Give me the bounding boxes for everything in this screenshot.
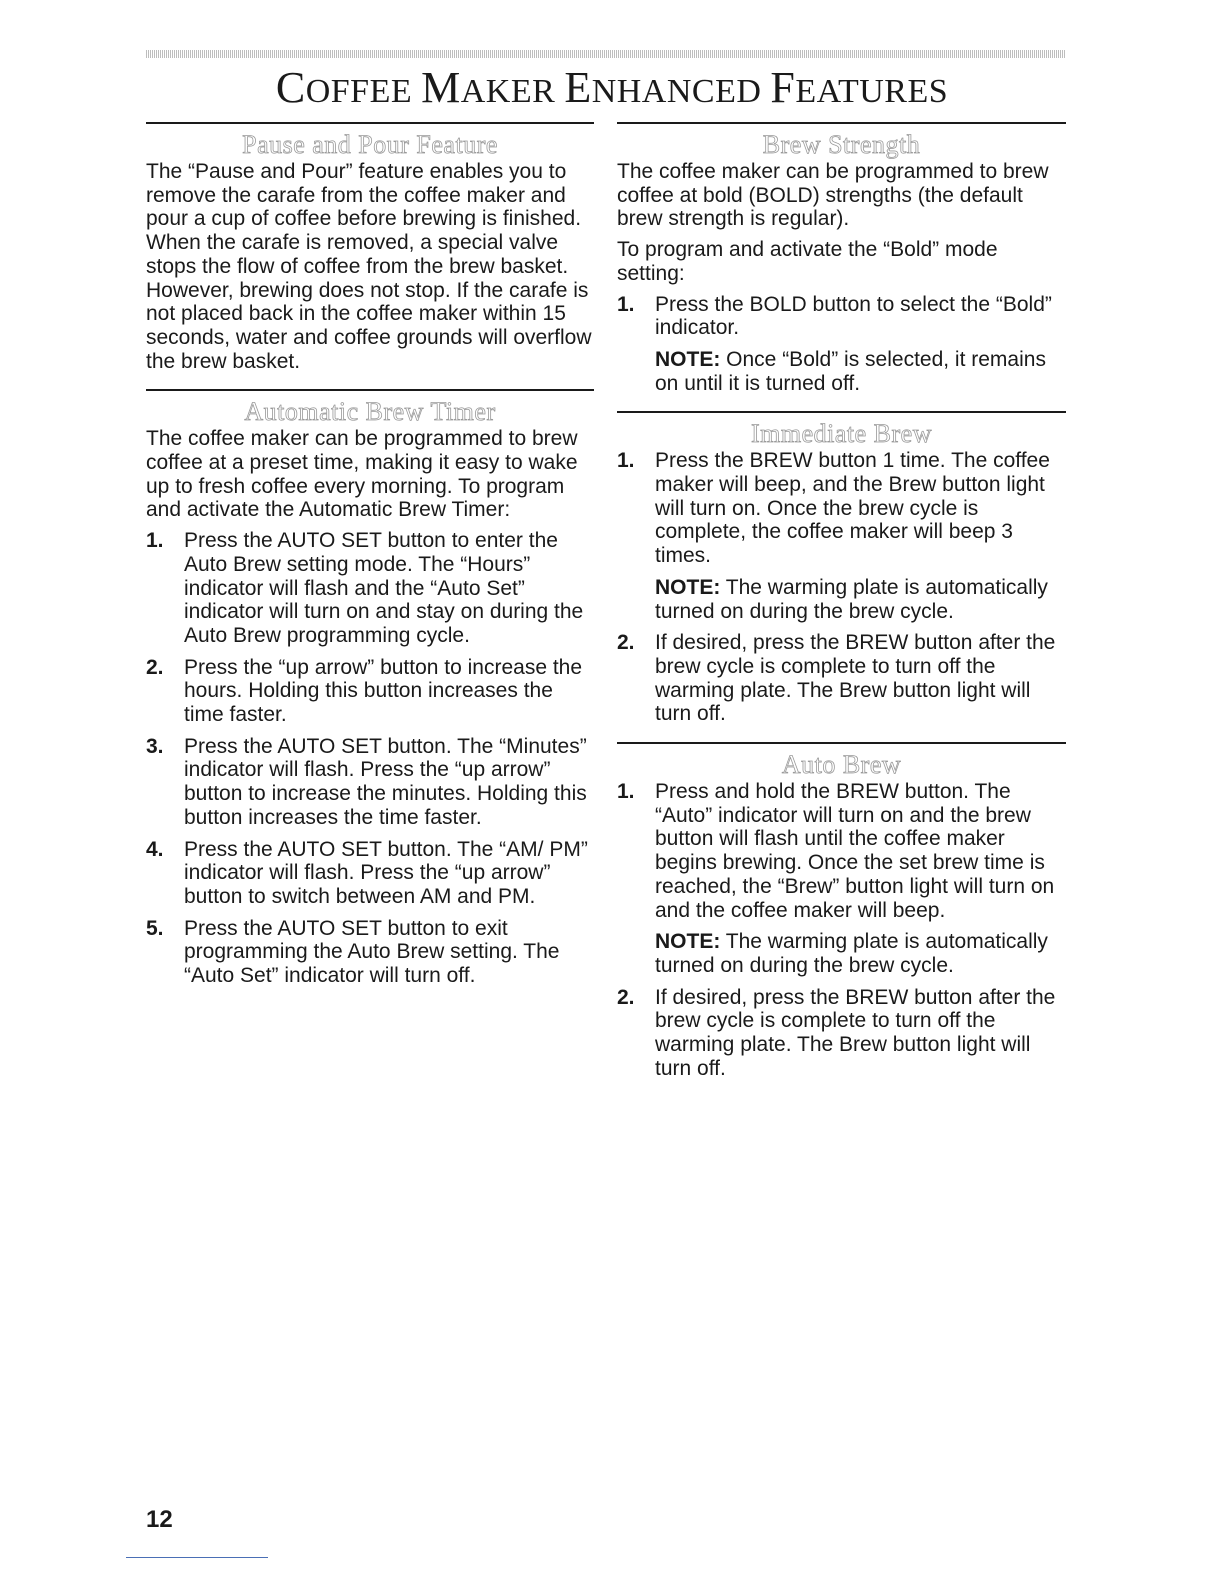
step-text: Press the BREW button 1 time. The coffee maker will beep, and the Brew button light will turn on. Once the brew cycle is complete, the coffee maker will beep 3 times. (655, 449, 1050, 568)
steps-list (617, 780, 1066, 1080)
step-number: 1. (617, 449, 635, 473)
section-heading: Auto Brew (781, 750, 902, 780)
step-text: Press and hold the BREW button. The “Auto” indicator will turn on and the brew button will flash until the coffee maker begins brewing. Once the set brew time is reached, the “Brew” button light will turn on and the coffee maker will beep. (655, 780, 1055, 922)
section-automatic-brew-timer (146, 389, 594, 987)
section-heading: Automatic Brew Timer (244, 397, 496, 427)
step-note (655, 930, 1066, 977)
list-item (146, 735, 594, 830)
step-number: 1. (617, 780, 635, 804)
page-number: 12 (146, 1506, 173, 1533)
step-text: Press the AUTO SET button. The “AM/ PM” indicator will flash. Press the “up arrow” button to switch between AM and PM. (184, 837, 588, 908)
footer-rule (126, 1557, 268, 1558)
step-number: 2. (146, 655, 164, 679)
section-intro: The coffee maker can be programmed to brew coffee at a preset time, making it easy to wake up to fresh coffee every morning. To program and activate the Automatic Brew Timer: (146, 427, 578, 522)
step-number: 1. (146, 529, 164, 553)
note-text: The warming plate is automatically turned on during the brew cycle. (655, 930, 1048, 977)
section-brew-strength (617, 122, 1066, 395)
left-column (146, 122, 594, 996)
step-note (655, 576, 1066, 623)
section-intro-2: To program and activate the “Bold” mode setting: (617, 238, 998, 285)
note-label: NOTE: (655, 930, 721, 954)
step-number: 5. (146, 916, 164, 940)
note-text: Once “Bold” is selected, it remains on until it is turned off. (655, 347, 1046, 395)
section-pause-and-pour (146, 122, 594, 373)
list-item (617, 986, 1066, 1081)
list-item (146, 838, 594, 909)
step-text: Press the AUTO SET button to enter the Auto Brew setting mode. The “Hours” indicator will flash and the “Auto Set” indicator will turn on and stay on during the Auto Brew programming cycle. (184, 529, 584, 647)
page-title: COFFEE MAKER ENHANCED FEATURES (275, 63, 949, 112)
section-intro: The coffee maker can be programmed to brew coffee at bold (BOLD) strengths (the default brew strength is regular). (617, 160, 1049, 231)
section-heading: Pause and Pour Feature (242, 130, 498, 159)
note-label: NOTE: (655, 575, 721, 599)
list-item (617, 293, 1066, 396)
section-body: The “Pause and Pour” feature enables you to remove the carafe from the coffee maker and pour a cup of coffee before brewing is finished. When the carafe is removed, a special valve stops the flow of coffee from the brew basket. However, brewing does not stop. If the carafe is not placed back in the coffee maker within 15 seconds, water and coffee grounds will overflow the brew basket. (146, 160, 592, 373)
step-number: 2. (617, 985, 635, 1009)
step-note (655, 348, 1066, 395)
step-number: 1. (617, 292, 635, 316)
steps-list (617, 449, 1066, 726)
note-label: NOTE: (655, 347, 721, 371)
section-heading: Brew Strength (762, 130, 921, 159)
list-item (617, 631, 1066, 726)
step-number: 4. (146, 837, 164, 861)
step-text: Press the AUTO SET button. The “Minutes” indicator will flash. Press the “up arrow” button to increase the minutes. Holding this button increases the time faster. (184, 734, 587, 829)
step-number: 3. (146, 734, 164, 758)
list-item (146, 529, 594, 648)
step-text: If desired, press the BREW button after the brew cycle is complete to turn off the warming plate. The Brew button light will turn off. (655, 985, 1056, 1080)
note-text: The warming plate is automatically turned on during the brew cycle. (655, 575, 1048, 623)
step-text: If desired, press the BREW button after the brew cycle is complete to turn off the warming plate. The Brew button light will turn off. (655, 631, 1056, 726)
header-rule (146, 50, 1066, 58)
steps-list (617, 293, 1066, 396)
list-item (617, 449, 1066, 623)
right-column (617, 122, 1066, 1089)
step-text: Press the AUTO SET button to exit programming the Auto Brew setting. The “Auto Set” indicator will turn off. (184, 916, 560, 988)
section-auto-brew (617, 742, 1066, 1080)
section-immediate-brew (617, 411, 1066, 726)
steps-list (146, 529, 594, 988)
list-item (617, 780, 1066, 978)
step-text: Press the “up arrow” button to increase the hours. Holding this button increases the time faster. (184, 655, 583, 727)
step-text: Press the BOLD button to select the “Bold” indicator. (655, 292, 1052, 340)
list-item (146, 917, 594, 988)
step-number: 2. (617, 631, 635, 655)
list-item (146, 656, 594, 727)
section-heading: Immediate Brew (751, 419, 932, 449)
